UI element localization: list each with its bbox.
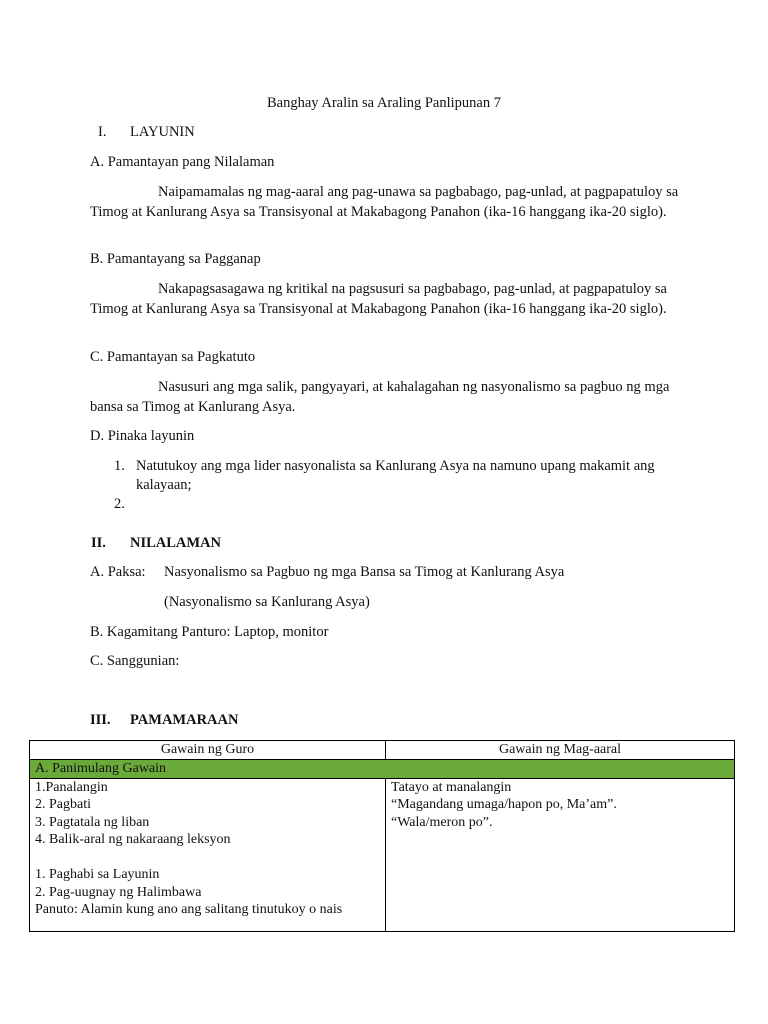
page-title: Banghay Aralin sa Araling Panlipunan 7	[267, 95, 501, 111]
paksa-text: Nasyonalismo sa Pagbuo ng mga Bansa sa Timog at Kanlurang Asya	[164, 564, 565, 580]
section-3-numeral: III.	[90, 712, 111, 728]
kagamitan: B. Kagamitang Panturo: Laptop, monitor	[90, 624, 329, 640]
guro-line: 1. Paghabi sa Layunin	[35, 867, 160, 882]
guro-line: 2. Pag-uugnay ng Halimbawa	[35, 884, 202, 900]
section-2-numeral: II.	[91, 535, 106, 551]
paksa-subtitle: (Nasyonalismo sa Kanlurang Asya)	[164, 594, 370, 610]
label-d: D. Pinaka layunin	[90, 428, 195, 444]
guro-line: 4. Balik-aral ng nakaraang leksyon	[35, 832, 231, 847]
guro-line: 2. Pagbati	[35, 797, 91, 812]
mag-aaral-cell	[386, 778, 735, 931]
label-c: C. Pamantayan sa Pagkatuto	[90, 349, 256, 365]
text-a: Naipamamalas ng mag-aaral ang pag-unawa sa pagbabago, pag-unlad, at pagpapatuloy sa Timog at Kanlurang Asya sa Transisyonal at Makabagong Panahon (ika-16 hanggang ika-20 siglo).	[90, 184, 679, 220]
table-header-row	[30, 741, 735, 760]
mag-aaral-line: Tatayo at manalangin	[391, 779, 512, 795]
paksa-label: A. Paksa:	[90, 564, 146, 580]
guro-line: Panuto: Alamin kung ano ang salitang tinutukoy o nais	[35, 902, 343, 917]
objective-text: Natutukoy ang mga lider nasyonalista sa Kanlurang Asya na namuno upang makamit ang kalayaan;	[136, 458, 655, 493]
section-2-heading: NILALAMAN	[130, 535, 222, 551]
section-3-heading: PAMAMARAAN	[130, 712, 239, 728]
header-gawain-guro: Gawain ng Guro	[30, 741, 386, 760]
section-label: A. Panimulang Gawain	[30, 760, 735, 779]
guro-line: 3. Pagtatala ng liban	[35, 814, 150, 830]
label-b: B. Pamantayang sa Pagganap	[90, 251, 261, 267]
section-1-heading: LAYUNIN	[130, 124, 195, 140]
mag-aaral-line: “Wala/meron po”.	[391, 814, 493, 830]
mag-aaral-line: “Magandang umaga/hapon po, Ma’am”.	[391, 797, 617, 812]
guro-cell	[30, 778, 386, 931]
label-a: A. Pamantayan pang Nilalaman	[90, 154, 275, 170]
lesson-procedure-table	[29, 740, 735, 932]
list-item: 1. Natutukoy ang mga lider nasyonalista sa Kanlurang Asya na namuno upang makamit ang kalayaan;	[114, 458, 655, 493]
guro-line: 1.Panalangin	[35, 779, 108, 795]
section-1-numeral: I.	[98, 124, 107, 140]
header-gawain-mag-aaral: Gawain ng Mag-aaral	[386, 741, 735, 760]
objectives-list: 1. Natutukoy ang mga lider nasyonalista sa Kanlurang Asya na namuno upang makamit ang kalayaan; 2.	[90, 457, 690, 495]
sanggunian: C. Sanggunian:	[90, 653, 180, 669]
text-c: Nasusuri ang mga salik, pangyayari, at kahalagahan ng nasyonalismo sa pagbuo ng mga bansa sa Timog at Kanlurang Asya.	[90, 379, 670, 415]
table-row	[30, 778, 735, 931]
text-b: Nakapagsasagawa ng kritikal na pagsusuri sa pagbabago, pag-unlad, at pagpapatuloy sa Timog at Kanlurang Asya sa Transisyonal at Makabagong Panahon (ika-16 hanggang ika-20 siglo).	[90, 281, 667, 317]
section-row	[30, 760, 735, 779]
